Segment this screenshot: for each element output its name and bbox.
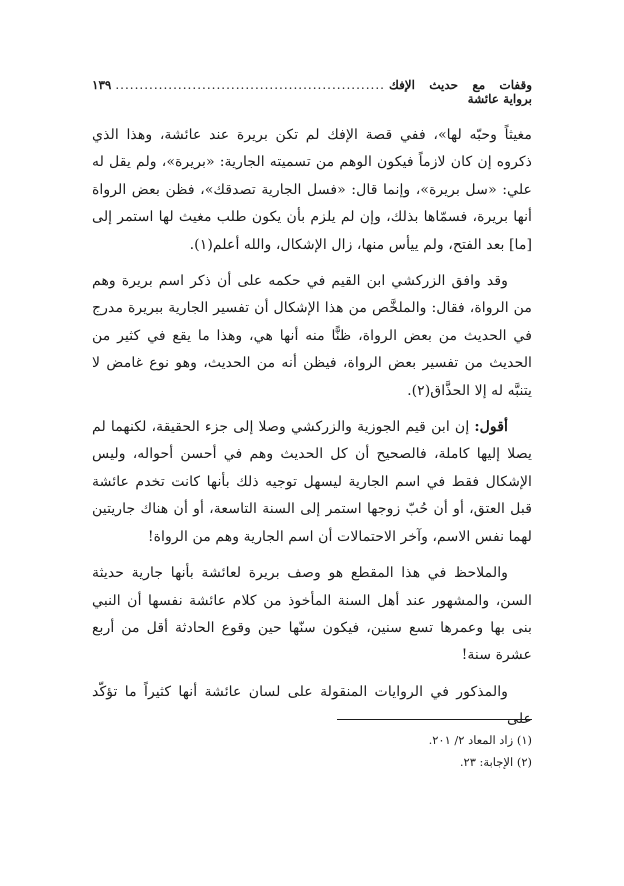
paragraph-5-text: والمذكور في الروايات المنقولة على لسان عائشة أنها كثيراً ما تؤكّد على xyxy=(92,683,532,728)
paragraph-4 xyxy=(92,560,532,670)
paragraph-3-text: إن ابن قيم الجوزية والزركشي وصلا إلى جزء الحقيقة، لكنهما لم يصلا إليها كاملة، فالصحيح أن كل الحديث وهم في أحسن أحواله، وليس الإشكال فقط في اسم الجارية ليسهل توجيه ذلك بأنها كانت تخدم عائشة قبل العتق، أو أن حُبّ زوجها استمر إلى السنة التاسعة، أو أن هناك جاريتين لهما نفس الاسم، وآخر الاحتمالات أن اسم الجارية وهم من الرواة! xyxy=(92,419,532,545)
page-number: ١٣٩ xyxy=(92,78,112,92)
footnote-2: (٢) الإجابة: ٢٣. xyxy=(459,755,532,769)
header-leader-dots: ........................................................ xyxy=(115,78,385,92)
paragraph-3-lead: أقول: xyxy=(474,419,508,436)
paragraph-4-text: والملاحظ في هذا المقطع هو وصف بريرة لعائشة بأنها جارية حديثة السن، والمشهور عند أهل السنة المأخوذ من كلام عائشة نفسها أن النبي بنى بها وعمرها تسع سنين، فيكون سنّها حين وقوع الحادثة أقل من أربع عشرة سنة! xyxy=(92,565,532,664)
paragraph-2 xyxy=(92,268,532,405)
paragraph-2-text: وقد وافق الزركشي ابن القيم في حكمه على أن ذكر اسم بريرة وهم من الرواة، فقال: والملخَّص من هذا الإشكال أن تفسير الجارية ببريرة مدرج في الحديث من بعض الرواة، ظنًّا منه أنها هي، وهذا ما يقع في كثير من الحديث من تفسير بعض الرواة، فيظن أنه من الحديث، وهو نوع غامض لا يتنبَّه له إلا الحذَّاق(٢). xyxy=(92,273,532,399)
paragraph-5 xyxy=(92,679,532,734)
paragraph-3 xyxy=(92,414,532,551)
footnotes xyxy=(92,729,532,773)
footnote-separator xyxy=(337,719,532,720)
page-body xyxy=(92,78,532,743)
paragraph-1-text: مغيثاً وحبّه لها»، ففي قصة الإفك لم تكن بريرة عند عائشة، وهذا الذي ذكروه إن كان لازماً فيكون الوهم من تسميته الجارية: «بريرة»، ولم يقل له علي: «سل بريرة»، وإنما قال: «فسل الجارية تصدقك»، فظن بعض الرواة أنها بريرة، فسمّاها بذلك، وإن لم يلزم بأن يكون طلب مغيث لها استمر إلى [ما] بعد الفتح، ولم ييأس منها، زال الإشكال، والله أعلم(١). xyxy=(92,127,532,253)
header-title: وقفات مع حديث الإفك برواية عائشة xyxy=(388,78,532,106)
running-header xyxy=(92,78,532,106)
paragraph-1 xyxy=(92,122,532,259)
footnote-1: (١) زاد المعاد ٢/ ٢٠١. xyxy=(428,733,532,747)
